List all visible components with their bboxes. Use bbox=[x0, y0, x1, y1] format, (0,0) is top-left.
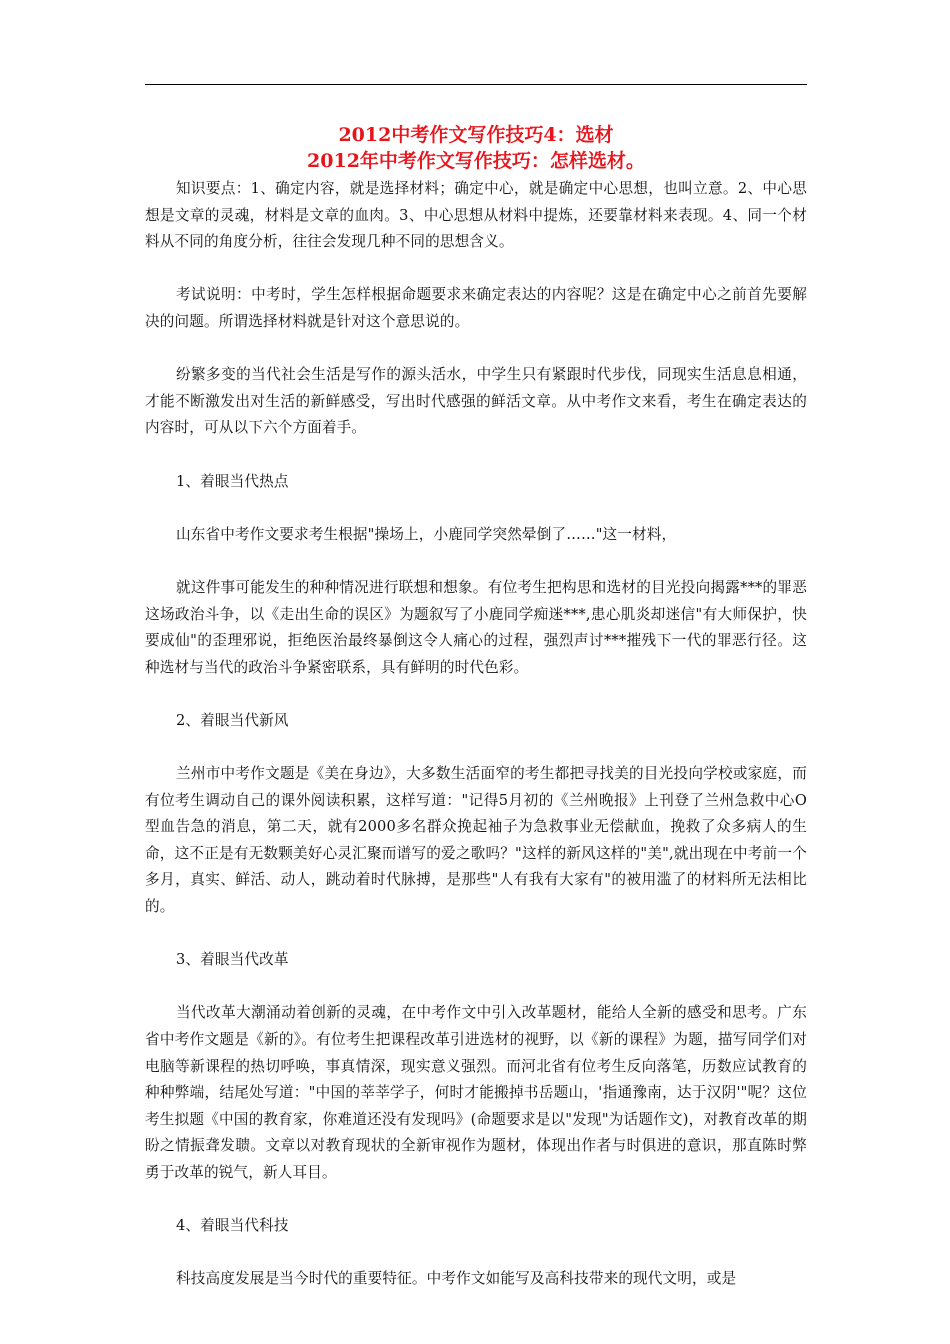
paragraph-shandong-prompt: 山东省中考作文要求考生根据"操场上，小鹿同学突然晕倒了……"这一材料， bbox=[176, 525, 677, 543]
paragraph-reform-example: 当代改革大潮涌动着创新的灵魂，在中考作文中引入改革题材，能给人全新的感受和思考。广东省中考作文题是《新的》。有位考生把课程改革引进选材的视野，以《新的课程》为题，描写同学们对电脑等新课程的热切呼唤，事真情深，现实意义强烈。而河北省有位考生反向落笔，历数应试教育的种种弊端，结尾处写道："中国的莘莘学子，何时才能搬掉书岳题山，'指通豫南，达于汉阴'"呢？这位考生拟题《中国的教育家，你难道还没有发现吗》(命题要求是以"发现"为话题作文)，对教育改革的期盼之情振聋发聩。文章以对教育现状的全新审视作为题材，体现出作者与时俱进的意识，那直陈时弊勇于改革的锐气，新人耳目。 bbox=[145, 1004, 807, 1181]
paragraph-exam-notes: 考试说明：中考时，学生怎样根据命题要求来确定表达的内容呢？这是在确定中心之前首先要解决的问题。所谓选择材料就是针对这个意思说的。 bbox=[145, 286, 807, 330]
paragraph-shandong-example: 就这件事可能发生的种种情况进行联想和想象。有位考生把构思和选材的目光投向揭露***的罪恶这场政治斗争，以《走出生命的误区》为题叙写了小鹿同学痴迷***,患心肌炎却迷信"有大师保护，快要成仙"的歪理邪说，拒绝医治最终暴倒这令人痛心的过程，强烈声讨***摧残下一代的罪恶行径。这种选材与当代的政治斗争紧密联系，具有鲜明的时代色彩。 bbox=[145, 578, 807, 676]
document-subtitle: 2012年中考作文写作技巧：怎样选材。 bbox=[307, 150, 645, 172]
section-heading-new-trends: 2、着眼当代新风 bbox=[176, 711, 289, 729]
header-rule bbox=[145, 84, 807, 85]
section-heading-reform: 3、着眼当代改革 bbox=[176, 951, 289, 969]
article-body bbox=[145, 176, 807, 1320]
section-heading-technology: 4、着眼当代科技 bbox=[176, 1217, 289, 1235]
paragraph-lanzhou-example: 兰州市中考作文题是《美在身边》，大多数生活面窄的考生都把寻找美的目光投向学校或家庭，而有位考生调动自己的课外阅读积累，这样写道："记得5月初的《兰州晚报》上刊登了兰州急救中心O型血告急的消息，第二天，就有2000多名群众挽起袖子为急救事业无偿献血，挽救了众多病人的生命，这不正是有无数颗美好心灵汇聚而谱写的爱之歌吗？"这样的新风这样的"美",就出现在中考前一个多月，真实、鲜活、动人，跳动着时代脉搏，是那些"人有我有大家有"的被用滥了的材料所无法相比的。 bbox=[145, 765, 807, 916]
document-title: 2012中考作文写作技巧4：选材 bbox=[338, 124, 614, 146]
paragraph-technology-intro: 科技高度发展是当今时代的重要特征。中考作文如能写及高科技带来的现代文明，或是 bbox=[176, 1270, 737, 1288]
title-block bbox=[145, 122, 807, 174]
section-heading-hotspots: 1、着眼当代热点 bbox=[176, 472, 289, 490]
paragraph-introduction: 纷繁多变的当代社会生活是写作的源头活水，中学生只有紧跟时代步伐，同现实生活息息相通，才能不断激发出对生活的新鲜感受，写出时代感强的鲜活文章。从中考作文来看，考生在确定表达的内容时，可从以下六个方面着手。 bbox=[145, 366, 807, 437]
paragraph-knowledge-points: 知识要点：1、确定内容，就是选择材料；确定中心，就是确定中心思想，也叫立意。2、中心思想是文章的灵魂，材料是文章的血肉。3、中心思想从材料中提炼，还要靠材料来表现。4、同一个材料从不同的角度分析，往往会发现几种不同的思想含义。 bbox=[145, 180, 807, 251]
